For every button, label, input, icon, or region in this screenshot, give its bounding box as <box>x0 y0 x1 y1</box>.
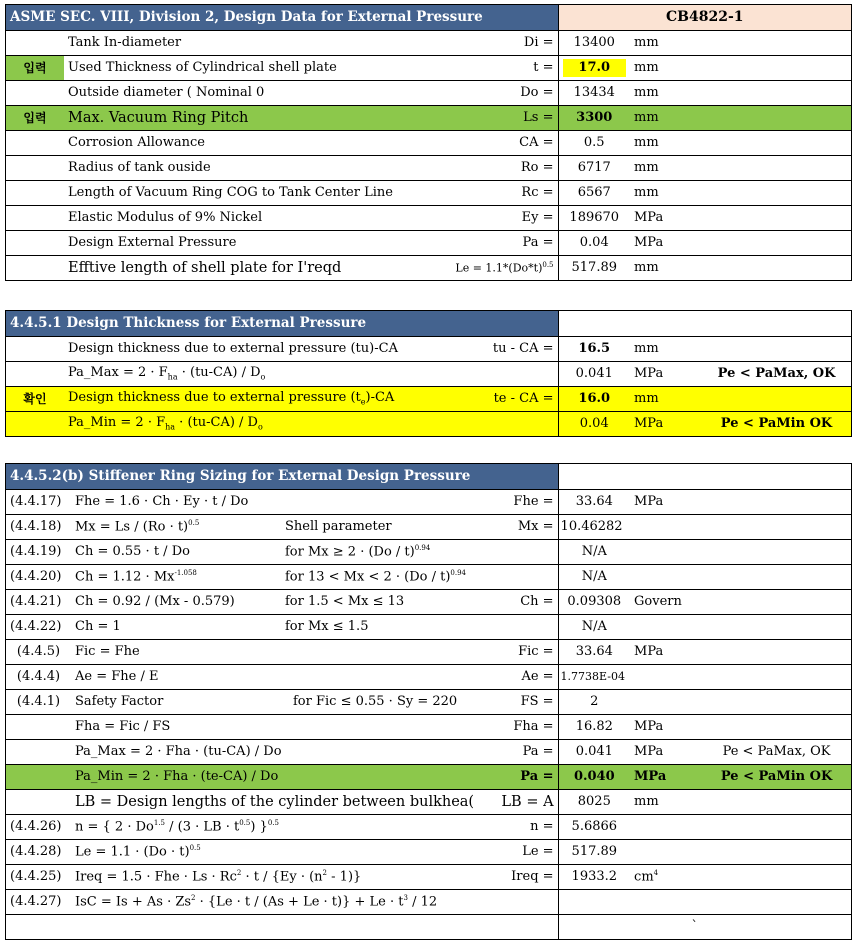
formula-lb: LB = Design lengths of the cylinder between bulkhea( <box>71 789 491 814</box>
row-t <box>6 55 851 80</box>
unit-tu: mm <box>630 336 702 361</box>
val-te: 16.0 <box>558 386 630 411</box>
sym-ey: Ey = <box>441 205 558 230</box>
desc-pa: Design External Pressure <box>64 230 441 255</box>
desc-le: Efftive length of shell plate for I'reqd <box>68 259 342 276</box>
ref-ae: (4.4.4) <box>6 664 71 689</box>
val-ch-21: 0.09308 <box>558 589 630 614</box>
formula-ch-19: Ch = 0.55 · t / Do <box>71 539 281 564</box>
cond-ch-22: for Mx ≤ 1.5 <box>281 614 491 639</box>
val-fs: 2 <box>558 689 630 714</box>
desc-tu: Design thickness due to external pressure (tu)-CA <box>64 336 441 361</box>
ref-lb <box>6 789 71 814</box>
ref-isc: (4.4.27) <box>6 889 71 914</box>
note-pamax2: Pe < PaMax, OK <box>702 739 851 764</box>
formula-fs: Safety Factor <box>71 689 281 714</box>
ref-pamin2 <box>6 764 71 789</box>
val-ae: 1.7738E-04 <box>558 664 630 689</box>
row-ca <box>6 130 851 155</box>
stray-mark: ` <box>691 919 699 935</box>
unit-te: mm <box>630 386 702 411</box>
cond-ch-20: for 13 < Mx < 2 · (Do / t)$^{0.94}$ <box>281 564 491 589</box>
unit-rc: mm <box>630 180 702 205</box>
desc-te: Design thickness due to external pressure $(t_e)-CA$ <box>64 386 441 411</box>
cond-fhe <box>281 489 491 514</box>
row-le2 <box>6 839 851 864</box>
sym-te: te - CA = <box>441 386 558 411</box>
unit-pamax2: MPa <box>630 739 702 764</box>
unit-ch-20 <box>630 564 702 589</box>
formula-pamin1: Pa_Min = $2 \cdot F_{ha} \cdot (tu-CA) / D_o$ <box>64 411 441 436</box>
row-ch-21 <box>6 589 851 614</box>
unit-pamax1: MPa <box>630 361 702 386</box>
row-fic <box>6 639 851 664</box>
formula-fic: Fic = Fhe <box>71 639 281 664</box>
unit-ae <box>630 664 702 689</box>
formula-pamin2: Pa_Min = 2 · Fha · (te-CA) / Do <box>71 764 491 789</box>
val-do: 13434 <box>558 80 630 105</box>
formula-n: n = { $2 \cdot Do^{1.5} / (3$ · LB · $t^{0.5}$) }$^{0.5}$ <box>71 814 491 839</box>
val-pamin2: 0.040 <box>558 764 630 789</box>
row-pamax2 <box>6 739 851 764</box>
ref-pamax2 <box>6 739 71 764</box>
ref-ch-22: (4.4.22) <box>6 614 71 639</box>
sym-ae: Ae = <box>491 664 558 689</box>
row-fhe <box>6 489 851 514</box>
sym-ch-20 <box>491 564 558 589</box>
input-tag-thickness: 입력 <box>6 55 64 80</box>
cond-mx: Shell parameter <box>281 514 491 539</box>
sym-pamax2: Pa = <box>491 739 558 764</box>
unit-le2 <box>630 839 702 864</box>
unit-di: mm <box>630 30 702 55</box>
sym-do: Do = <box>441 80 558 105</box>
sym-ls: Ls = <box>441 105 558 130</box>
desc-ls: Max. Vacuum Ring Pitch <box>64 105 441 130</box>
sym-ch-22 <box>491 614 558 639</box>
unit-lb: mm <box>630 789 702 814</box>
cond-fic <box>281 639 491 664</box>
document-id: CB4822-1 <box>558 5 851 30</box>
desc-ca: Corrosion Allowance <box>64 130 441 155</box>
unit-ch-21: Govern <box>630 589 702 614</box>
unit-ls: mm <box>630 105 702 130</box>
sym-fhe: Fhe = <box>491 489 558 514</box>
design-data-title: ASME SEC. VIII, Division 2, Design Data for External Pressure <box>6 5 558 30</box>
desc-ey: Elastic Modulus of 9% Nickel <box>64 205 441 230</box>
val-fha: 16.82 <box>558 714 630 739</box>
unit-fs <box>630 689 702 714</box>
unit-le: mm <box>634 260 659 276</box>
unit-fic: MPa <box>630 639 702 664</box>
note-pamax1: Pe < PaMax, OK <box>702 361 851 386</box>
row-do <box>6 80 851 105</box>
design-thickness-section <box>5 310 852 437</box>
ref-fic: (4.4.5) <box>6 639 71 664</box>
unit-ch-19 <box>630 539 702 564</box>
row-tu <box>6 336 851 361</box>
val-ch-22: N/A <box>558 614 630 639</box>
ref-fs: (4.4.1) <box>6 689 71 714</box>
val-ro: 6717 <box>558 155 630 180</box>
row-ireq <box>6 864 851 889</box>
sec1-title: 4.4.5.1 Design Thickness for External Pressure <box>6 311 558 336</box>
unit-isc <box>630 889 702 914</box>
row-ey <box>6 205 851 230</box>
sym-le: $Le = 1.1*(Do*t)^{0.5}$ <box>455 260 554 275</box>
val-ey: 189670 <box>558 205 630 230</box>
row-te <box>6 386 851 411</box>
sym-pa: Pa = <box>441 230 558 255</box>
sym-ireq: Ireq = <box>491 864 558 889</box>
formula-ae: Ae = Fhe / E <box>71 664 281 689</box>
sym-fs: FS = <box>491 689 558 714</box>
cond-ch-21: for 1.5 < Mx ≤ 13 <box>281 589 491 614</box>
ref-ch-20: (4.4.20) <box>6 564 71 589</box>
row-ch-20 <box>6 564 851 589</box>
sym-ca: CA = <box>441 130 558 155</box>
desc-di: Tank In-diameter <box>64 30 441 55</box>
formula-fhe: Fhe = 1.6 · Ch · Ey · t / Do <box>71 489 281 514</box>
val-rc: 6567 <box>558 180 630 205</box>
row-lb <box>6 789 851 814</box>
formula-pamax1: Pa_Max = $2 \cdot F_{ha} \cdot (tu-CA) / D_o$ <box>64 361 441 386</box>
note-pamin2: Pe < PaMin OK <box>702 764 851 789</box>
row-fs <box>6 689 851 714</box>
formula-pamax2: Pa_Max = 2 · Fha · (tu-CA) / Do <box>71 739 491 764</box>
val-n: 5.6866 <box>558 814 630 839</box>
sym-mx: Mx = <box>491 514 558 539</box>
row-le <box>6 255 851 280</box>
sym-n: n = <box>491 814 558 839</box>
val-le2: 517.89 <box>558 839 630 864</box>
row-fha <box>6 714 851 739</box>
val-mx: 10.46282 <box>558 514 630 539</box>
row-blank <box>6 914 851 939</box>
input-tag-pitch: 입력 <box>6 105 64 130</box>
sym-di: Di = <box>441 30 558 55</box>
row-pamin2 <box>6 764 851 789</box>
sym-tu: tu - CA = <box>441 336 558 361</box>
unit-fha: MPa <box>630 714 702 739</box>
ref-ch-19: (4.4.19) <box>6 539 71 564</box>
val-ch-19: N/A <box>558 539 630 564</box>
sec2-title: 4.4.5.2(b) Stiffener Ring Sizing for External Design Pressure <box>6 464 558 489</box>
formula-isc: IsC = $Is + As \cdot Zs^2 \cdot \{Le \cdot t / (As + Le \cdot t)\} + Le \cdot t^3 / 12$ <box>71 889 558 914</box>
unit-n <box>630 814 702 839</box>
sym-lb: LB = A <box>491 789 558 814</box>
sym-rc: Rc = <box>441 180 558 205</box>
unit-ey: MPa <box>630 205 702 230</box>
cond-ae <box>281 664 491 689</box>
formula-mx: $Mx = Ls / (Ro \cdot t)^{0.5}$ <box>71 514 281 539</box>
desc-ro: Radius of tank ouside <box>64 155 441 180</box>
val-ch-20: N/A <box>558 564 630 589</box>
formula-ch-22: Ch = 1 <box>71 614 281 639</box>
ref-le2: (4.4.28) <box>6 839 71 864</box>
cond-fha <box>281 714 491 739</box>
val-isc <box>558 889 630 914</box>
row-n <box>6 814 851 839</box>
val-pamax1: 0.041 <box>558 361 630 386</box>
unit-ireq: $cm^4$ <box>630 864 702 889</box>
pitch-input[interactable]: 3300 <box>558 105 630 130</box>
ref-ch-21: (4.4.21) <box>6 589 71 614</box>
row-rc <box>6 180 851 205</box>
val-ireq: 1933.2 <box>558 864 630 889</box>
val-ca: 0.5 <box>558 130 630 155</box>
unit-mx <box>630 514 702 539</box>
row-isc <box>6 889 851 914</box>
unit-do: mm <box>630 80 702 105</box>
formula-ch-21: Ch = 0.92 / (Mx - 0.579) <box>71 589 281 614</box>
val-le: 517.89 <box>558 255 630 280</box>
desc-rc: Length of Vacuum Ring COG to Tank Center Line <box>64 180 441 205</box>
row-ls <box>6 105 851 130</box>
formula-fha: Fha = Fic / FS <box>71 714 281 739</box>
val-pamin1: 0.04 <box>558 411 630 436</box>
sym-fha: Fha = <box>491 714 558 739</box>
sym-ch-21: Ch = <box>491 589 558 614</box>
sym-ch-19 <box>491 539 558 564</box>
unit-ca: mm <box>630 130 702 155</box>
sym-t: t = <box>441 55 558 80</box>
sym-le2: Le = <box>491 839 558 864</box>
row-pamin1 <box>6 411 851 436</box>
val-fic: 33.64 <box>558 639 630 664</box>
val-lb: 8025 <box>558 789 630 814</box>
ref-fha <box>6 714 71 739</box>
sym-pamin2: Pa = <box>491 764 558 789</box>
unit-pamin1: MPa <box>630 411 702 436</box>
formula-ireq: Ireq = 1.5 · Fhe · $Ls \cdot Rc^2 \cdot t / \{Ey \cdot (n^2 - 1)\}$ <box>71 864 491 889</box>
desc-do: Outside diameter ( Nominal 0 <box>64 80 441 105</box>
unit-ro: mm <box>630 155 702 180</box>
ref-n: (4.4.26) <box>6 814 71 839</box>
row-ae <box>6 664 851 689</box>
desc-t: Used Thickness of Cylindrical shell plate <box>64 55 441 80</box>
unit-t: mm <box>630 55 702 80</box>
note-pamin1: Pe < PaMin OK <box>702 411 851 436</box>
thickness-input[interactable]: 17.0 <box>563 59 627 77</box>
val-pa: 0.04 <box>558 230 630 255</box>
val-di: 13400 <box>558 30 630 55</box>
design-data-section <box>5 4 852 281</box>
cond-fs: for Fic ≤ 0.55 · Sy = 220 <box>281 689 491 714</box>
unit-pamin2: MPa <box>630 764 702 789</box>
unit-fhe: MPa <box>630 489 702 514</box>
val-fhe: 33.64 <box>558 489 630 514</box>
row-mx <box>6 514 851 539</box>
cond-ch-19: for Mx ≥ 2 · (Do / t)$^{0.94}$ <box>281 539 491 564</box>
row-ch-19 <box>6 539 851 564</box>
ref-mx: (4.4.18) <box>6 514 71 539</box>
sym-ro: Ro = <box>441 155 558 180</box>
unit-ch-22 <box>630 614 702 639</box>
row-pa <box>6 230 851 255</box>
stiffener-sizing-section <box>5 463 852 940</box>
formula-ch-20: $Ch = 1.12 \cdot Mx^{-1.058}$ <box>71 564 281 589</box>
val-pamax2: 0.041 <box>558 739 630 764</box>
sym-fic: Fic = <box>491 639 558 664</box>
formula-le2: $Le = 1.1 \cdot (Do \cdot t)^{0.5}$ <box>71 839 491 864</box>
ref-fhe: (4.4.17) <box>6 489 71 514</box>
row-ch-22 <box>6 614 851 639</box>
row-pamax1 <box>6 361 851 386</box>
unit-pa: MPa <box>630 230 702 255</box>
val-tu: 16.5 <box>558 336 630 361</box>
check-tag: 확인 <box>6 386 64 411</box>
row-di <box>6 30 851 55</box>
row-ro <box>6 155 851 180</box>
ref-ireq: (4.4.25) <box>6 864 71 889</box>
